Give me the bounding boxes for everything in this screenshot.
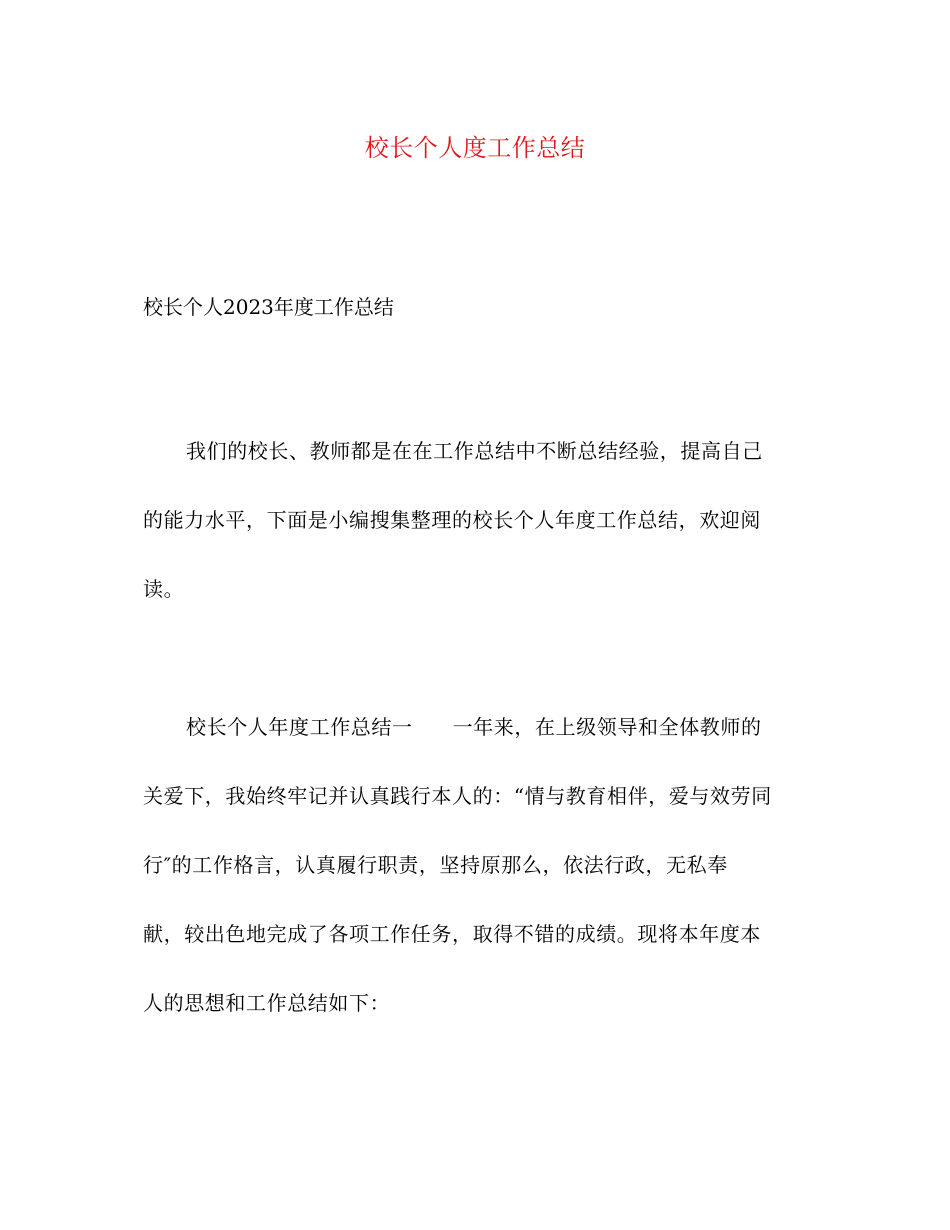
document-title: 校长个人度工作总结: [364, 134, 586, 162]
paragraph-line: 读。: [143, 577, 185, 601]
section-heading: 校长个人年度工作总结一: [186, 715, 413, 739]
paragraph-line-text: 一年来，在上级领导和全体教师的: [452, 715, 762, 739]
paragraph-line: 献，较出色地完成了各项工作任务，取得不错的成绩。现将本年度本: [143, 922, 761, 946]
paragraph-line: 我们的校长、教师都是在在工作总结中不断总结经验，提高自己: [186, 439, 763, 463]
paragraph-line: 行″的工作格言，认真履行职责，坚持原那么，依法行政，无私奉: [143, 853, 728, 877]
paragraph-line: 关爱下，我始终牢记并认真践行本人的：“情与教育相伴，爱与效劳同: [143, 784, 772, 808]
summary-paragraph: [143, 707, 811, 1052]
paragraph-line: 的能力水平，下面是小编搜集整理的校长个人年度工作总结，欢迎阅: [143, 508, 761, 532]
paragraph-line: 人的思想和工作总结如下：: [143, 991, 391, 1015]
intro-paragraph: [143, 431, 811, 638]
paragraph-first-line: [143, 707, 811, 747]
document-subtitle: 校长个人2023年度工作总结: [143, 295, 394, 319]
